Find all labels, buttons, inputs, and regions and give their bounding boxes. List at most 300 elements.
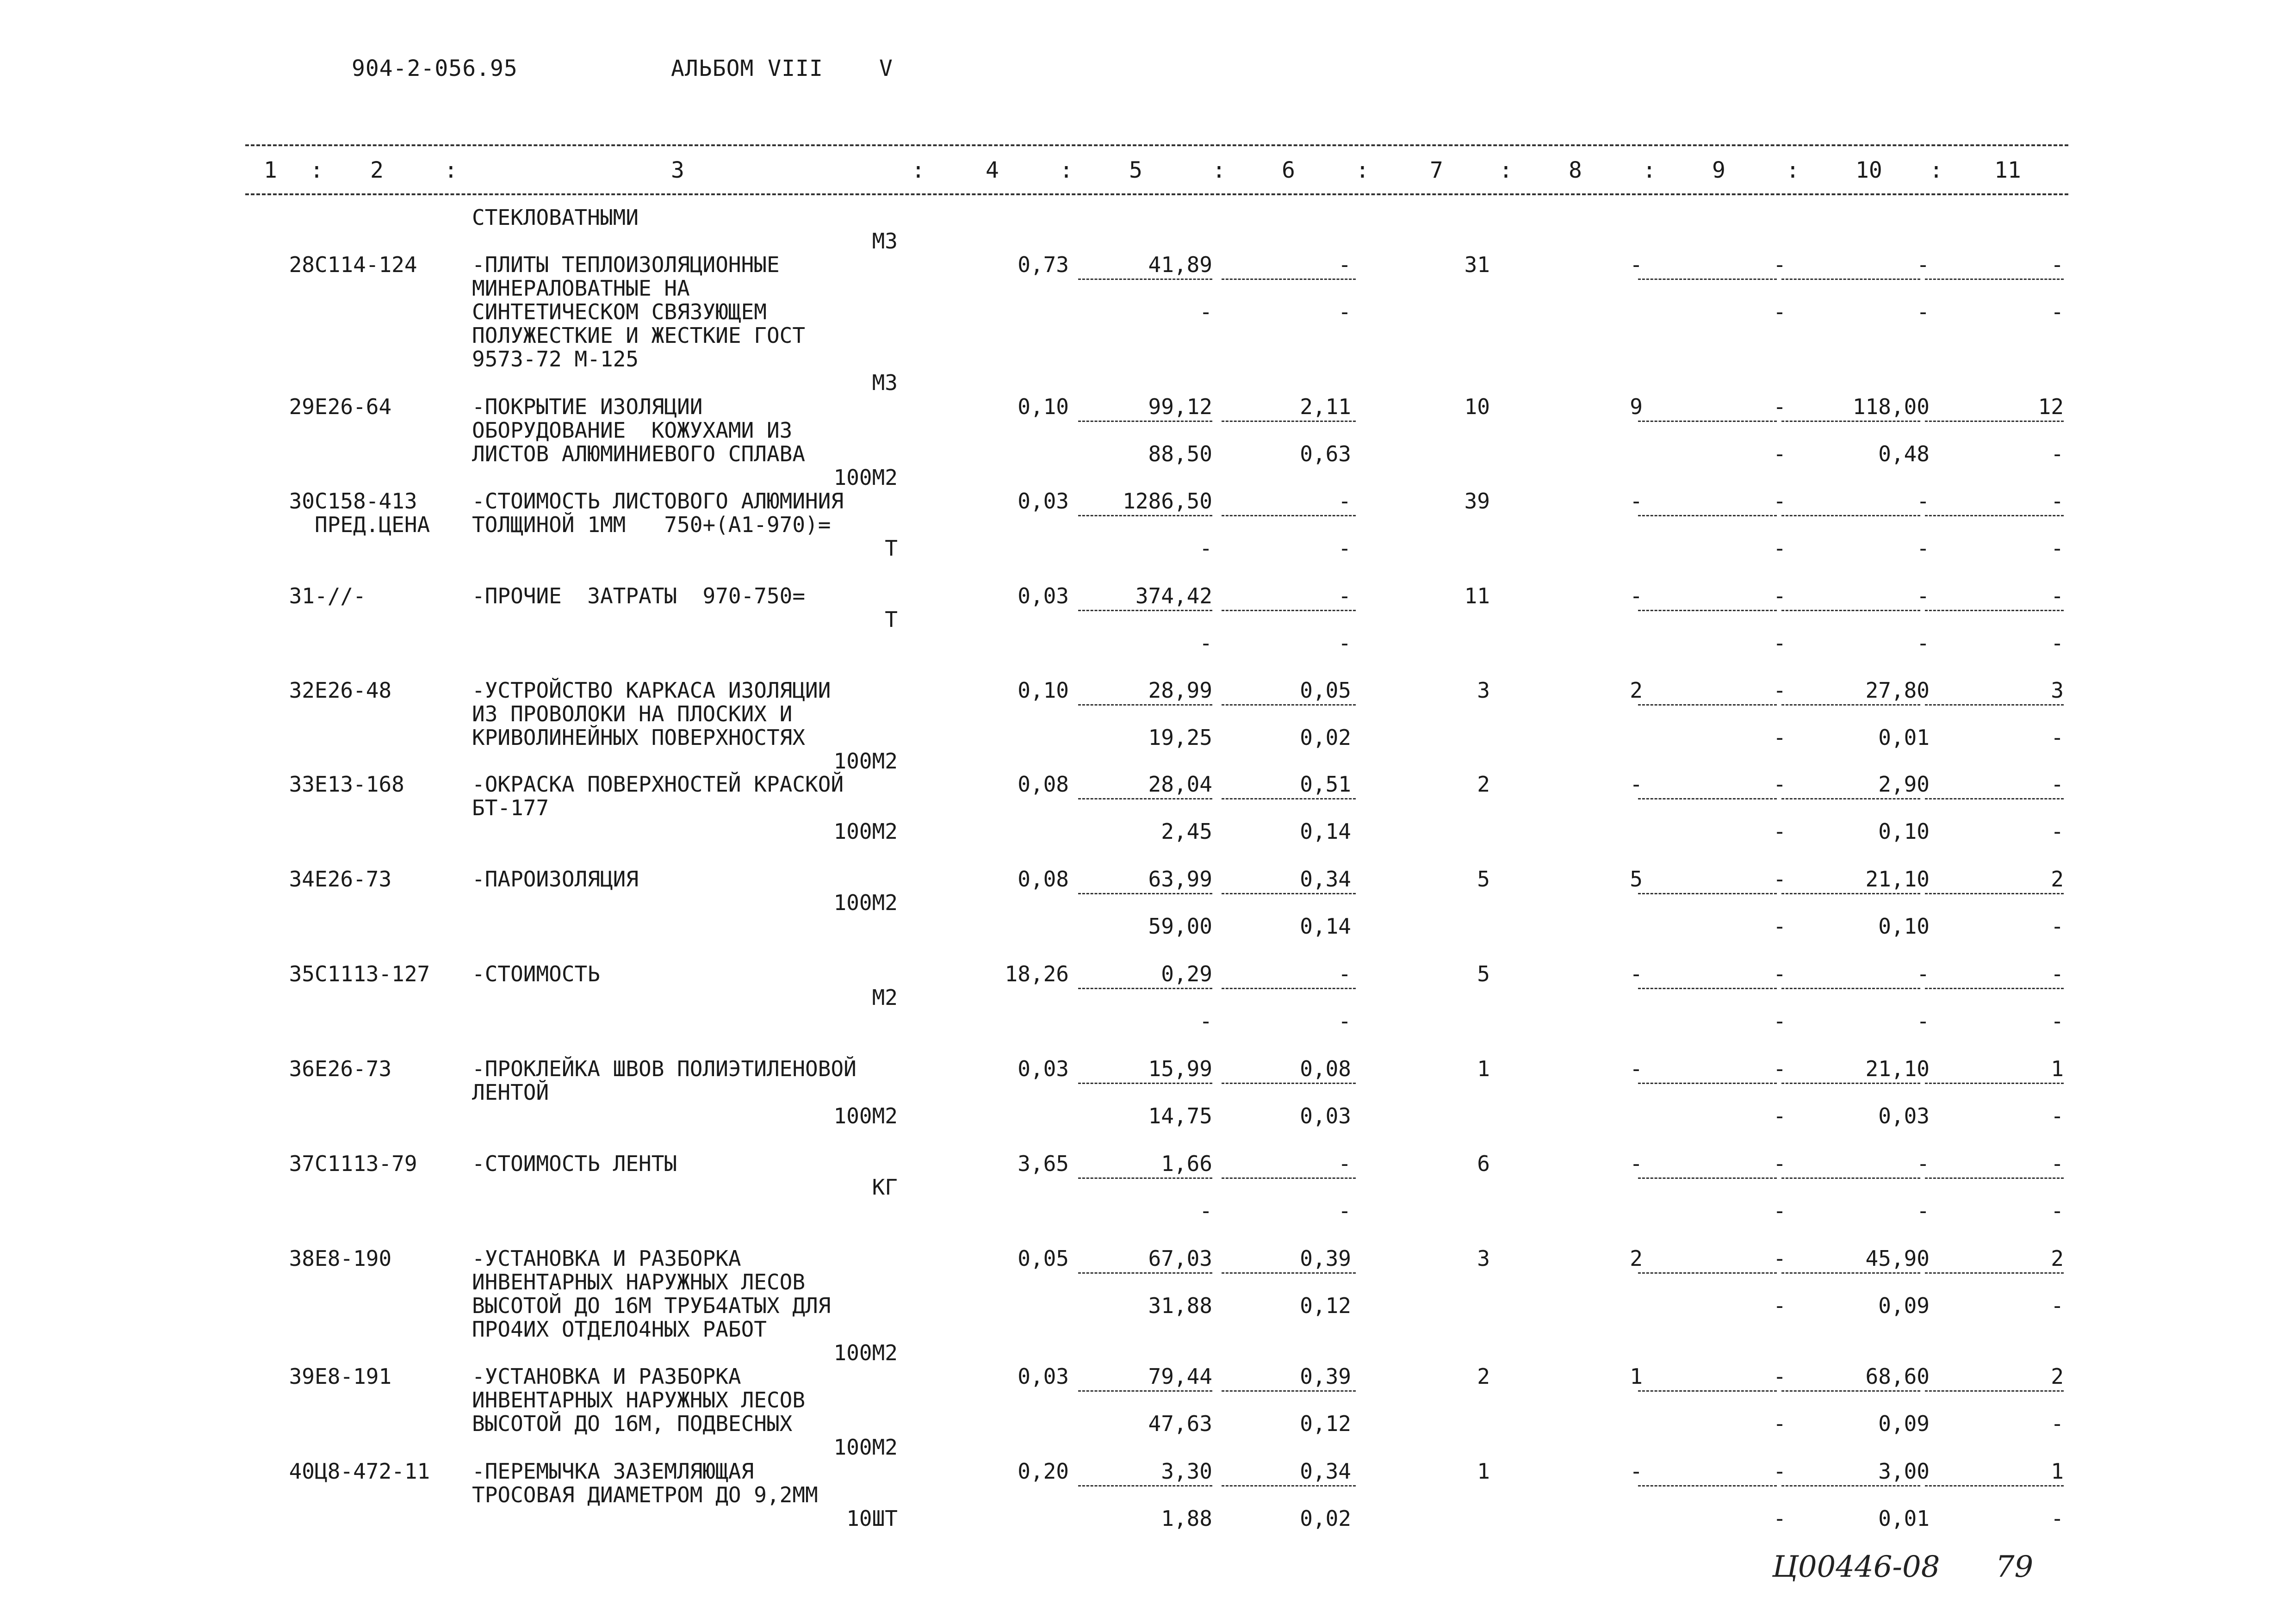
row-quantity: 0,03	[1018, 489, 1069, 514]
cell-divider-rule	[1078, 704, 1212, 706]
cell-divider-rule	[1925, 798, 2064, 799]
cell-divider-rule	[1638, 1485, 1777, 1487]
col6-top: 0,51	[1300, 772, 1351, 797]
col10-bottom: 0,09	[1878, 1411, 1930, 1436]
cell-divider-rule	[1925, 1272, 2064, 1274]
col5-top: 28,99	[1148, 678, 1212, 703]
row-quantity: 0,20	[1018, 1459, 1069, 1484]
cell-divider-rule	[1222, 515, 1356, 516]
header-bottom-rule	[245, 193, 2068, 195]
row-code: Ц8-472-11	[315, 1459, 430, 1484]
col6-top: 0,05	[1300, 678, 1351, 703]
col10-top: -	[1917, 1151, 1930, 1176]
col10-top: -	[1917, 961, 1930, 986]
col7-value: 5	[1477, 867, 1490, 892]
cell-divider-rule	[1781, 704, 1920, 706]
column-header-5: 5	[1129, 157, 1142, 183]
col8-value: -	[1630, 772, 1643, 797]
col10-top: 68,60	[1865, 1364, 1930, 1389]
col5-top: 99,12	[1148, 394, 1212, 419]
cell-divider-rule	[1781, 610, 1920, 611]
col11-top: -	[2051, 1151, 2064, 1176]
cell-divider-rule	[1638, 893, 1777, 894]
col6-top: 0,39	[1300, 1246, 1351, 1271]
row-unit: 100М2	[833, 1103, 898, 1128]
col8-value: 1	[1630, 1364, 1643, 1389]
row-code: С1113-79	[315, 1151, 417, 1176]
row-quantity: 0,03	[1018, 1056, 1069, 1081]
row-unit: КГ	[872, 1175, 898, 1200]
col5-top: 79,44	[1148, 1364, 1212, 1389]
col10-top: -	[1917, 252, 1930, 277]
cell-divider-rule	[1638, 1272, 1777, 1274]
col10-top: 27,80	[1865, 678, 1930, 703]
row-description: -ПЛИТЫ ТЕПЛОИЗОЛЯЦИОННЫЕ МИНЕРАЛОВАТНЫЕ НА СИНТЕТИЧЕСКОМ СВЯЗУЮЩЕМ ПОЛУЖЕСТКИЕ И ЖЕСТКИЕ ГОСТ 9573-72 М-125	[472, 252, 806, 372]
cell-divider-rule	[1925, 421, 2064, 422]
col5-bottom: 1,88	[1161, 1506, 1212, 1531]
col9-bottom: -	[1773, 631, 1786, 656]
row-code-secondary: ПРЕД.ЦЕНА	[315, 512, 430, 537]
cell-divider-rule	[1781, 1272, 1920, 1274]
column-header-4: 4	[986, 157, 999, 183]
col10-top: 2,90	[1878, 772, 1930, 797]
col8-value: -	[1630, 1056, 1643, 1081]
cell-divider-rule	[1078, 1390, 1212, 1392]
row-description: -УСТАНОВКА И РАЗБОРКА ИНВЕНТАРНЫХ НАРУЖНЫХ ЛЕСОВ ВЫСОТОЙ ДО 16М ТРУБ4АТЫХ ДЛЯ ПРО4ИХ ОТДЕЛО4НЫХ РАБОТ	[472, 1246, 831, 1342]
col6-bottom: -	[1338, 1198, 1351, 1223]
col9-top: -	[1773, 1151, 1786, 1176]
col8-value: 2	[1630, 1246, 1643, 1271]
column-separator: :	[1786, 157, 1800, 183]
row-code: Е8-190	[315, 1246, 392, 1271]
col11-bottom: -	[2051, 819, 2064, 844]
col11-bottom: -	[2051, 1411, 2064, 1436]
column-header-8: 8	[1569, 157, 1582, 183]
col10-bottom: 0,01	[1878, 725, 1930, 750]
row-number: 36	[289, 1056, 315, 1081]
row-number: 33	[289, 772, 315, 797]
cell-divider-rule	[1925, 515, 2064, 516]
column-header-7: 7	[1430, 157, 1443, 183]
album-label: АЛЬБОМ VIII	[671, 56, 823, 81]
col9-top: -	[1773, 1056, 1786, 1081]
row-number: 37	[289, 1151, 315, 1176]
row-number: 32	[289, 678, 315, 703]
row-quantity: 0,03	[1018, 1364, 1069, 1389]
cell-divider-rule	[1222, 1390, 1356, 1392]
column-header-11: 11	[1994, 157, 2021, 183]
row-unit: 100М2	[833, 890, 898, 915]
col11-top: -	[2051, 961, 2064, 986]
row-number: 29	[289, 394, 315, 419]
album-mark: V	[879, 56, 893, 81]
col7-value: 2	[1477, 772, 1490, 797]
col9-bottom: -	[1773, 1103, 1786, 1128]
col11-top: 1	[2051, 1056, 2064, 1081]
cell-divider-rule	[1078, 893, 1212, 894]
col10-top: 21,10	[1865, 1056, 1930, 1081]
column-separator: :	[1356, 157, 1369, 183]
document-code: 904-2-056.95	[352, 56, 518, 81]
col11-top: -	[2051, 489, 2064, 514]
col9-top: -	[1773, 678, 1786, 703]
col8-value: 2	[1630, 678, 1643, 703]
col11-bottom: -	[2051, 914, 2064, 939]
cell-divider-rule	[1078, 1177, 1212, 1179]
cell-divider-rule	[1638, 988, 1777, 989]
col11-top: -	[2051, 583, 2064, 608]
col7-value: 31	[1464, 252, 1490, 277]
cell-divider-rule	[1638, 610, 1777, 611]
col6-bottom: -	[1338, 631, 1351, 656]
col9-bottom: -	[1773, 536, 1786, 561]
col6-top: 0,39	[1300, 1364, 1351, 1389]
col10-bottom: 0,03	[1878, 1103, 1930, 1128]
col9-top: -	[1773, 394, 1786, 419]
col9-bottom: -	[1773, 914, 1786, 939]
cell-divider-rule	[1078, 515, 1212, 516]
cell-divider-rule	[1222, 610, 1356, 611]
col5-bottom: -	[1199, 1009, 1212, 1034]
col7-value: 39	[1464, 489, 1490, 514]
row-number: 31	[289, 583, 315, 608]
col9-bottom: -	[1773, 1009, 1786, 1034]
cell-divider-rule	[1781, 798, 1920, 799]
cell-divider-rule	[1222, 704, 1356, 706]
cell-divider-rule	[1781, 988, 1920, 989]
cell-divider-rule	[1222, 798, 1356, 799]
row-unit: 100М2	[833, 465, 898, 490]
col9-top: -	[1773, 1246, 1786, 1271]
column-separator: :	[1212, 157, 1226, 183]
row-description: -ПРОКЛЕЙКА ШВОВ ПОЛИЭТИЛЕНОВОЙ ЛЕНТОЙ	[472, 1056, 856, 1105]
col6-top: -	[1338, 252, 1351, 277]
col11-bottom: -	[2051, 536, 2064, 561]
col10-bottom: -	[1917, 631, 1930, 656]
col11-bottom: -	[2051, 299, 2064, 324]
row-code: Е26-64	[315, 394, 392, 419]
row-unit: 10ШТ	[846, 1506, 898, 1531]
col7-value: 3	[1477, 678, 1490, 703]
col10-bottom: -	[1917, 1009, 1930, 1034]
col9-bottom: -	[1773, 1506, 1786, 1531]
col9-bottom: -	[1773, 441, 1786, 466]
cell-divider-rule	[1925, 893, 2064, 894]
row-number: 39	[289, 1364, 315, 1389]
estimate-table	[245, 199, 2068, 1564]
cell-divider-rule	[1078, 610, 1212, 611]
col11-top: 2	[2051, 1246, 2064, 1271]
cell-divider-rule	[1781, 1177, 1920, 1179]
cell-divider-rule	[1925, 704, 2064, 706]
row-quantity: 18,26	[1005, 961, 1069, 986]
col5-bottom: -	[1199, 536, 1212, 561]
cell-divider-rule	[1781, 893, 1920, 894]
col11-bottom: -	[2051, 631, 2064, 656]
col6-bottom: 0,12	[1300, 1293, 1351, 1318]
col7-value: 1	[1477, 1056, 1490, 1081]
col9-top: -	[1773, 1459, 1786, 1484]
col5-top: 28,04	[1148, 772, 1212, 797]
row-quantity: 0,03	[1018, 583, 1069, 608]
col6-bottom: 0,12	[1300, 1411, 1351, 1436]
row-quantity: 3,65	[1018, 1151, 1069, 1176]
col10-top: 21,10	[1865, 867, 1930, 892]
col9-top: -	[1773, 867, 1786, 892]
cell-divider-rule	[1638, 1177, 1777, 1179]
row-code: Е26-48	[315, 678, 392, 703]
row-quantity: 0,08	[1018, 867, 1069, 892]
col8-value: -	[1630, 961, 1643, 986]
cell-divider-rule	[1781, 1485, 1920, 1487]
col9-top: -	[1773, 489, 1786, 514]
col10-top: -	[1917, 489, 1930, 514]
col10-bottom: 0,10	[1878, 914, 1930, 939]
cell-divider-rule	[1638, 421, 1777, 422]
col5-bottom: 88,50	[1148, 441, 1212, 466]
col5-top: 67,03	[1148, 1246, 1212, 1271]
column-separator: :	[1060, 157, 1073, 183]
col7-value: 2	[1477, 1364, 1490, 1389]
col6-top: 0,34	[1300, 867, 1351, 892]
column-separator: :	[444, 157, 458, 183]
col11-top: 1	[2051, 1459, 2064, 1484]
col7-value: 10	[1464, 394, 1490, 419]
cell-divider-rule	[1925, 1485, 2064, 1487]
cell-divider-rule	[1222, 1177, 1356, 1179]
cell-divider-rule	[1078, 279, 1212, 280]
row-unit: М3	[872, 370, 898, 395]
col7-value: 6	[1477, 1151, 1490, 1176]
cell-divider-rule	[1222, 893, 1356, 894]
row-code: С1113-127	[315, 961, 430, 986]
col6-top: -	[1338, 1151, 1351, 1176]
col6-top: 0,08	[1300, 1056, 1351, 1081]
col6-bottom: 0,14	[1300, 914, 1351, 939]
col5-top: 1,66	[1161, 1151, 1212, 1176]
col7-value: 5	[1477, 961, 1490, 986]
row-number: 40	[289, 1459, 315, 1484]
row-quantity: 0,10	[1018, 394, 1069, 419]
row-description: -ПАРОИЗОЛЯЦИЯ	[472, 867, 639, 892]
column-header-6: 6	[1282, 157, 1295, 183]
cell-divider-rule	[1925, 988, 2064, 989]
column-header-9: 9	[1712, 157, 1725, 183]
row-number: 38	[289, 1246, 315, 1271]
column-header-row	[245, 153, 2068, 194]
col5-bottom: 47,63	[1148, 1411, 1212, 1436]
row-description: -ПЕРЕМЫЧКА ЗАЗЕМЛЯЮЩАЯ ТРОСОВАЯ ДИАМЕТРОМ ДО 9,2ММ	[472, 1459, 818, 1507]
col5-bottom: -	[1199, 631, 1212, 656]
col10-top: -	[1917, 583, 1930, 608]
column-separator: :	[912, 157, 925, 183]
col10-bottom: 0,48	[1878, 441, 1930, 466]
cell-divider-rule	[1222, 988, 1356, 989]
row-number: 28	[289, 252, 315, 277]
cell-divider-rule	[1925, 1083, 2064, 1084]
col10-bottom: -	[1917, 299, 1930, 324]
col11-top: -	[2051, 252, 2064, 277]
col6-top: -	[1338, 961, 1351, 986]
cell-divider-rule	[1638, 515, 1777, 516]
col5-bottom: 31,88	[1148, 1293, 1212, 1318]
cell-divider-rule	[1781, 515, 1920, 516]
row-unit: 100М2	[833, 819, 898, 844]
col8-value: -	[1630, 1459, 1643, 1484]
col7-value: 11	[1464, 583, 1490, 608]
column-header-3: 3	[671, 157, 684, 183]
col9-bottom: -	[1773, 819, 1786, 844]
col9-top: -	[1773, 583, 1786, 608]
row-quantity: 0,08	[1018, 772, 1069, 797]
col8-value: -	[1630, 252, 1643, 277]
col6-bottom: 0,14	[1300, 819, 1351, 844]
header-top-rule	[245, 144, 2068, 146]
cell-divider-rule	[1222, 279, 1356, 280]
row-unit: М2	[872, 985, 898, 1010]
col7-value: 1	[1477, 1459, 1490, 1484]
row-number: 34	[289, 867, 315, 892]
cell-divider-rule	[1638, 279, 1777, 280]
row-description: -УСТРОЙСТВО КАРКАСА ИЗОЛЯЦИИ ИЗ ПРОВОЛОКИ НА ПЛОСКИХ И КРИВОЛИНЕЙНЫХ ПОВЕРХНОСТЯХ	[472, 678, 831, 750]
row-unit: 100М2	[833, 1435, 898, 1460]
col5-bottom: -	[1199, 1198, 1212, 1223]
col8-value: -	[1630, 489, 1643, 514]
col6-bottom: -	[1338, 299, 1351, 324]
col9-bottom: -	[1773, 1411, 1786, 1436]
cell-divider-rule	[1781, 1390, 1920, 1392]
col5-top: 63,99	[1148, 867, 1212, 892]
col5-top: 374,42	[1135, 583, 1212, 608]
row-code: Е8-191	[315, 1364, 392, 1389]
row-unit: Т	[885, 536, 898, 561]
row-code: Е13-168	[315, 772, 404, 797]
leading-text: СТЕКЛОВАТНЫМИ	[472, 205, 639, 230]
col8-value: 9	[1630, 394, 1643, 419]
col9-bottom: -	[1773, 1293, 1786, 1318]
col6-bottom: -	[1338, 1009, 1351, 1034]
cell-divider-rule	[1222, 1485, 1356, 1487]
row-code: Е26-73	[315, 1056, 392, 1081]
cell-divider-rule	[1925, 1177, 2064, 1179]
leading-unit: М3	[872, 229, 898, 254]
col10-top: 118,00	[1852, 394, 1930, 419]
cell-divider-rule	[1781, 1083, 1920, 1084]
col10-bottom: 0,10	[1878, 819, 1930, 844]
col11-top: 3	[2051, 678, 2064, 703]
col11-bottom: -	[2051, 1506, 2064, 1531]
cell-divider-rule	[1222, 1083, 1356, 1084]
col10-top: 3,00	[1878, 1459, 1930, 1484]
col6-bottom: 0,63	[1300, 441, 1351, 466]
column-separator: :	[1499, 157, 1513, 183]
col5-bottom: 59,00	[1148, 914, 1212, 939]
column-header-10: 10	[1855, 157, 1882, 183]
col9-top: -	[1773, 772, 1786, 797]
col6-bottom: 0,02	[1300, 1506, 1351, 1531]
cell-divider-rule	[1925, 279, 2064, 280]
column-separator: :	[310, 157, 323, 183]
col6-top: 0,34	[1300, 1459, 1351, 1484]
cell-divider-rule	[1078, 421, 1212, 422]
col9-bottom: -	[1773, 725, 1786, 750]
column-separator: :	[1930, 157, 1943, 183]
row-quantity: 0,73	[1018, 252, 1069, 277]
row-unit: Т	[885, 607, 898, 632]
row-number: 35	[289, 961, 315, 986]
col9-top: -	[1773, 252, 1786, 277]
row-code: Е26-73	[315, 867, 392, 892]
col10-bottom: -	[1917, 536, 1930, 561]
cell-divider-rule	[1222, 1272, 1356, 1274]
cell-divider-rule	[1781, 421, 1920, 422]
cell-divider-rule	[1781, 279, 1920, 280]
cell-divider-rule	[1078, 988, 1212, 989]
col5-top: 3,30	[1161, 1459, 1212, 1484]
cell-divider-rule	[1078, 798, 1212, 799]
col11-top: 2	[2051, 867, 2064, 892]
row-description: -СТОИМОСТЬ ЛИСТОВОГО АЛЮМИНИЯ ТОЛЩИНОЙ 1ММ 750+(А1-970)=	[472, 489, 844, 537]
cell-divider-rule	[1078, 1272, 1212, 1274]
col6-bottom: 0,03	[1300, 1103, 1351, 1128]
cell-divider-rule	[1638, 704, 1777, 706]
page-number: 79	[1995, 1550, 2034, 1584]
col11-bottom: -	[2051, 1198, 2064, 1223]
col10-bottom: -	[1917, 1198, 1930, 1223]
col11-bottom: -	[2051, 1009, 2064, 1034]
col5-top: 41,89	[1148, 252, 1212, 277]
column-separator: :	[1643, 157, 1656, 183]
row-description: -СТОИМОСТЬ	[472, 961, 600, 986]
cell-divider-rule	[1078, 1083, 1212, 1084]
stamp-code: Ц00446-08	[1772, 1550, 1940, 1584]
col10-top: 45,90	[1865, 1246, 1930, 1271]
archive-stamp	[1772, 1550, 2033, 1584]
col5-top: 0,29	[1161, 961, 1212, 986]
col11-top: -	[2051, 772, 2064, 797]
col5-bottom: -	[1199, 299, 1212, 324]
row-number: 30	[289, 489, 315, 514]
col11-bottom: -	[2051, 1103, 2064, 1128]
col9-bottom: -	[1773, 299, 1786, 324]
cell-divider-rule	[1638, 1390, 1777, 1392]
col8-value: -	[1630, 1151, 1643, 1176]
col10-bottom: 0,01	[1878, 1506, 1930, 1531]
col9-top: -	[1773, 1364, 1786, 1389]
row-quantity: 0,10	[1018, 678, 1069, 703]
col5-bottom: 14,75	[1148, 1103, 1212, 1128]
col5-top: 15,99	[1148, 1056, 1212, 1081]
row-code: -//-	[315, 583, 366, 608]
col6-top: -	[1338, 489, 1351, 514]
col11-bottom: -	[2051, 725, 2064, 750]
cell-divider-rule	[1925, 610, 2064, 611]
col7-value: 3	[1477, 1246, 1490, 1271]
column-header-1: 1	[264, 157, 277, 183]
col5-bottom: 19,25	[1148, 725, 1212, 750]
cell-divider-rule	[1078, 1485, 1212, 1487]
col6-top: 2,11	[1300, 394, 1351, 419]
col5-top: 1286,50	[1123, 489, 1212, 514]
row-code: С158-413	[315, 489, 417, 514]
col5-bottom: 2,45	[1161, 819, 1212, 844]
col10-bottom: 0,09	[1878, 1293, 1930, 1318]
col11-top: 12	[2038, 394, 2064, 419]
row-description: -ПОКРЫТИЕ ИЗОЛЯЦИИ ОБОРУДОВАНИЕ КОЖУХАМИ ИЗ ЛИСТОВ АЛЮМИНИЕВОГО СПЛАВА	[472, 394, 806, 466]
row-description: -СТОИМОСТЬ ЛЕНТЫ	[472, 1151, 677, 1176]
col8-value: -	[1630, 583, 1643, 608]
col9-bottom: -	[1773, 1198, 1786, 1223]
